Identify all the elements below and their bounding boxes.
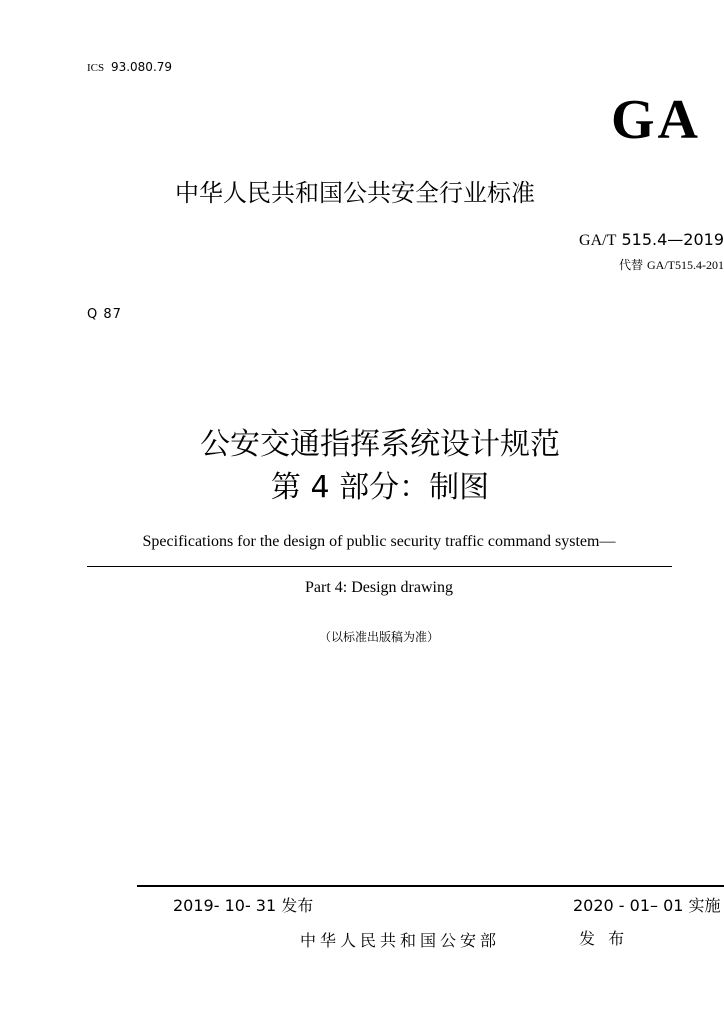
- ics-code: 93.080.79: [110, 60, 173, 74]
- document-part-title-en: Part 4: Design drawing: [305, 579, 453, 596]
- replaces-code: GA/T515.4-201: [647, 258, 724, 272]
- replaces-line: [619, 256, 724, 273]
- standard-number-prefix: GA/T: [579, 232, 617, 249]
- document-part-title-cn: 第 4 部分：制图: [270, 470, 490, 505]
- ics-label: ICS: [87, 62, 105, 74]
- document-title-cn: 公安交通指挥系统设计规范: [200, 427, 560, 462]
- standard-number: [579, 230, 724, 250]
- document-title-en: Specifications for the design of public security traffic command system—: [142, 533, 616, 550]
- implementation-date: 2020 - 01– 01 实施: [573, 896, 721, 915]
- ccs-code: Q 87: [87, 307, 122, 322]
- replaces-label: 代替: [618, 258, 643, 272]
- issue-date: 2019- 10- 31 发布: [173, 896, 314, 915]
- issuing-authority: 中华人民共和国公安部: [300, 931, 501, 950]
- standard-number-value: 515.4—2019: [621, 230, 724, 249]
- ics-classification: [87, 60, 172, 74]
- footer-divider: [137, 885, 724, 887]
- issued-label: 发 布: [579, 929, 629, 948]
- publication-note: （以标准出版稿为准）: [318, 630, 439, 644]
- sector-title: 中华人民共和国公共安全行业标准: [175, 179, 535, 207]
- ga-logo: GA: [611, 89, 701, 151]
- title-divider: [87, 566, 672, 567]
